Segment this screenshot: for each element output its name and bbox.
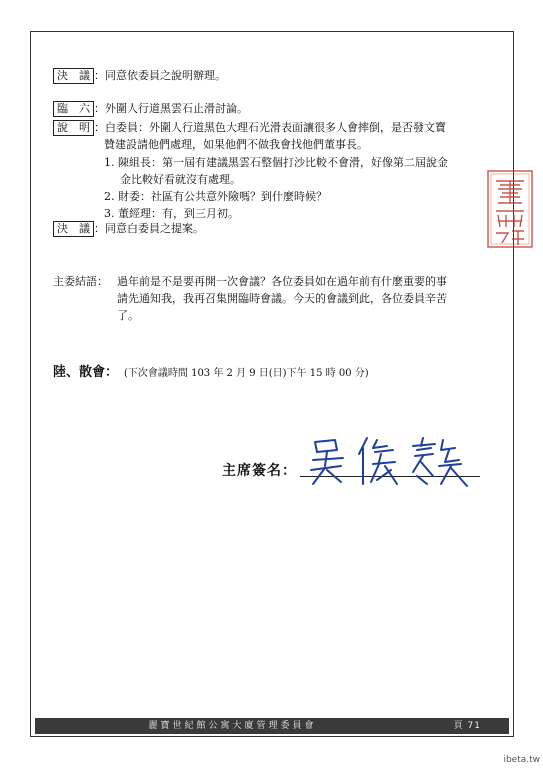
chair-conclusion-line-2: 請先通知我，我再召集開臨時會議。今天的會議到此，各位委員辛苦: [117, 292, 447, 305]
explanation-line-2: 贊建設請他們處理，如果他們不做我會找他們董事長。: [104, 138, 368, 151]
chair-conclusion-line-3: 了。: [117, 309, 139, 322]
explanation-sub-1-line-2: 金比較好看就沒有處理。: [120, 173, 241, 186]
resolution-1-row: [53, 68, 226, 84]
chair-conclusion-line-1: 過年前是不是要再開一次會議？各位委員如在過年前有什麼重要的事: [117, 275, 447, 288]
resolution-2-row: [53, 221, 204, 237]
watermark: ibeta.tw: [503, 755, 540, 765]
explanation-line-1: ：白委員：外圍人行道黑色大理石光滑表面讓很多人會摔倒，是否發文寶: [94, 121, 446, 134]
item-6-row: [53, 101, 248, 117]
explanation-sub-2: 2. 財委：社區有公共意外險嗎？到什麼時候？: [104, 190, 327, 203]
footer-bar: [35, 718, 509, 734]
resolution-text: ：同意依委員之說明辦理。: [94, 69, 226, 82]
explanation-row: [53, 120, 446, 136]
page-number: 頁 71: [453, 721, 481, 731]
red-seal-stamp: [486, 169, 534, 249]
chair-conclusion-label: 主委結語：: [53, 275, 108, 288]
resolution-2-label: 決 議: [53, 221, 94, 237]
resolution-2-text: ：同意白委員之提案。: [94, 222, 204, 235]
explanation-sub-3: 3. 董經理：有，到三月初。: [104, 207, 239, 220]
explanation-sub-1-line-1: 1. 陳組長：第一屆有建議黑雲石整個打沙比較不會滑，好像第二屆說金: [104, 156, 448, 169]
resolution-label: 決 議: [53, 68, 94, 84]
signature-handwriting: [305, 432, 475, 492]
footer-title: 麗寶世紀館公寓大廈管理委員會: [148, 721, 317, 731]
item-6-text: ：外圍人行道黑雲石止滑討論。: [94, 102, 248, 115]
item-6-label: 臨 六: [53, 101, 94, 117]
adjourn-note: (下次會議時間 103 年 2 月 9 日(日)下午 15 時 00 分): [124, 368, 369, 379]
adjourn-title: 陸、散會：: [53, 365, 119, 380]
explanation-label: 說 明: [53, 120, 94, 136]
signature-label: 主席簽名：: [222, 463, 297, 479]
